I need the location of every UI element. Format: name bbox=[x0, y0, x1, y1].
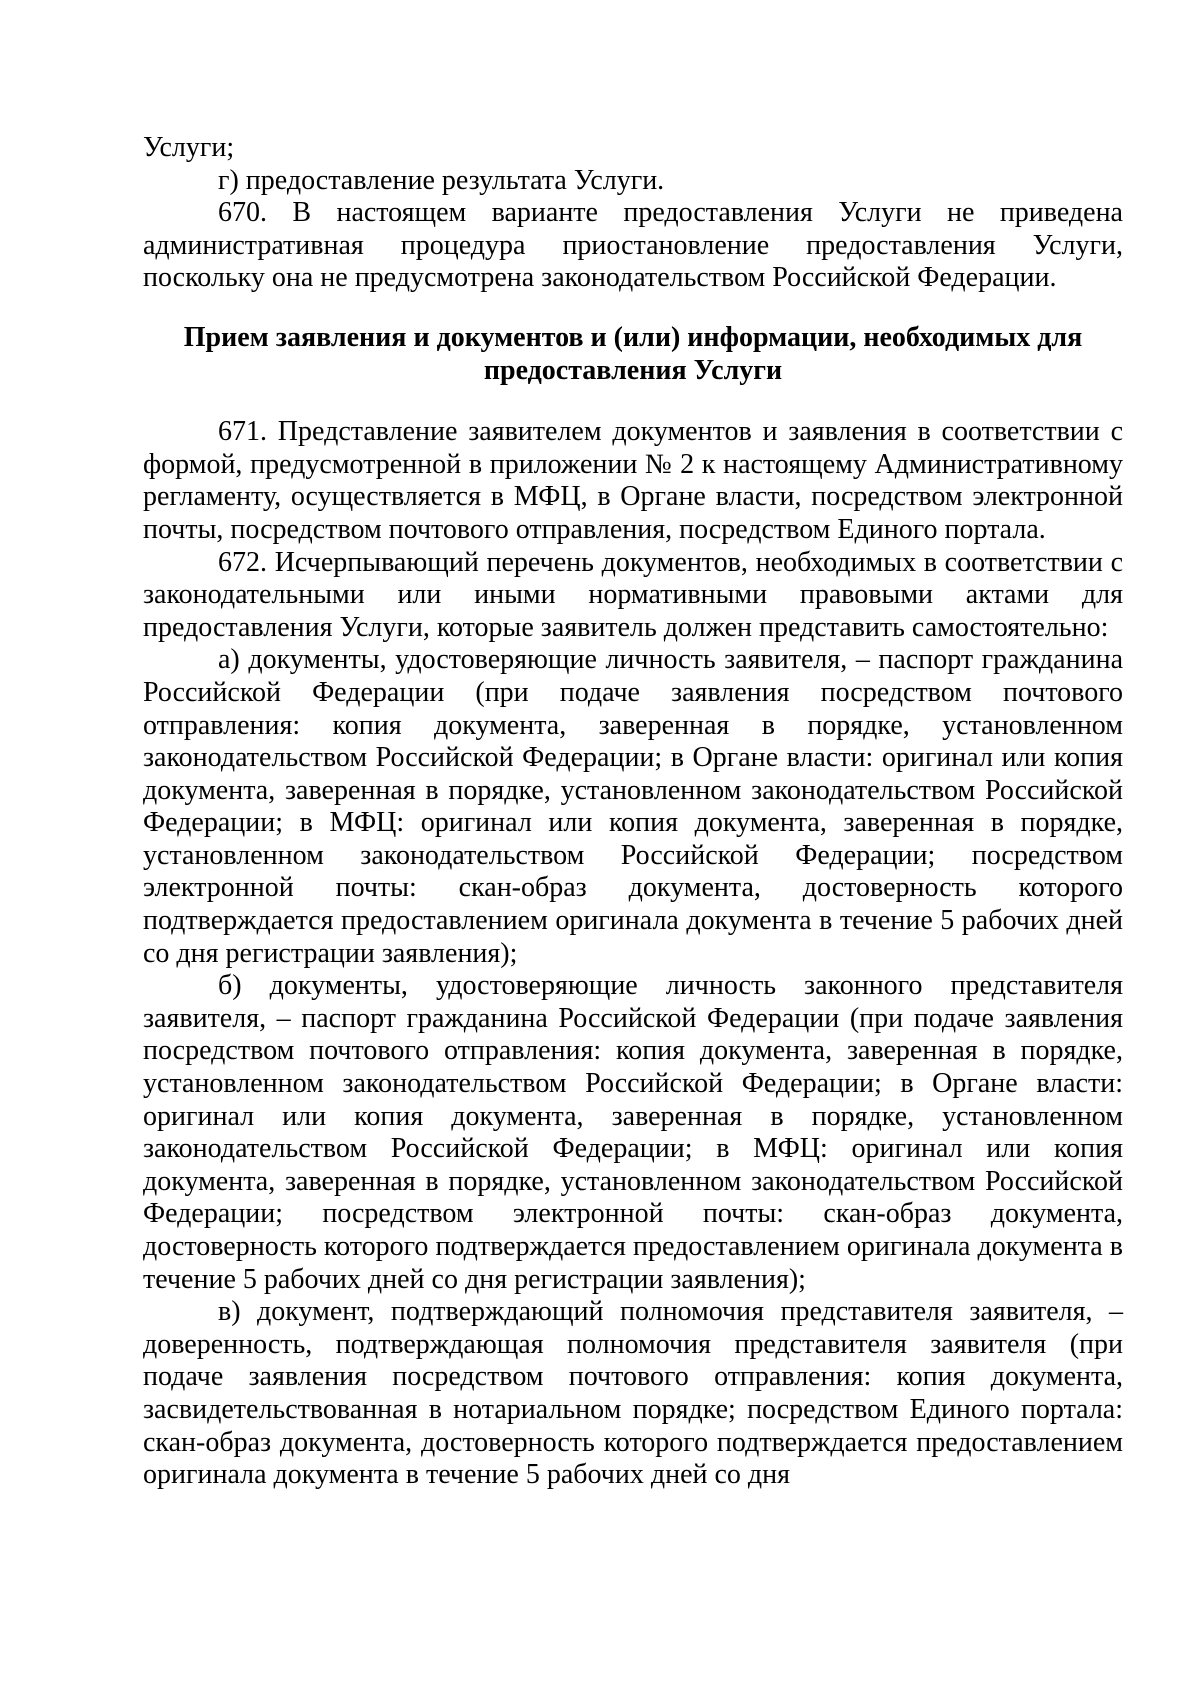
document-page bbox=[143, 132, 1123, 1492]
paragraph-item-b: б) документы, удостоверяющие личность законного представителя заявителя, – паспорт гражданина Российской Федерации (при подаче заявления посредством почтового отправления: копия документа, заверенная в порядке, установленном законодательством Российской Федерации; в Органе власти: оригинал или копия документа, заверенная в порядке, установленном законодательством Российской Федерации; в МФЦ: оригинал или копия документа, заверенная в порядке, установленном законодательством Российской Федерации; посредством электронной почты: скан-образ документа, достоверность которого подтверждается предоставлением оригинала документа в течение 5 рабочих дней со дня регистрации заявления); bbox=[143, 970, 1123, 1295]
paragraph-continuation: Услуги; bbox=[143, 132, 235, 163]
paragraph-item-g: г) предоставление результата Услуги. bbox=[218, 164, 665, 196]
section-heading: Прием заявления и документов и (или) информации, необходимых для предоставления Услуги bbox=[183, 321, 1083, 386]
paragraph-671: 671. Представление заявителем документов и заявления в соответствии с формой, предусмотренной в приложении № 2 к настоящему Административному регламенту, осуществляется в МФЦ, в Органе власти, посредством электронной почты, посредством почтового отправления, посредством Единого портала. bbox=[143, 416, 1123, 545]
paragraph-item-a: а) документы, удостоверяющие личность заявителя, – паспорт гражданина Российской Федерации (при подаче заявления посредством почтового отправления: копия документа, заверенная в порядке, установленном законодательством Российской Федерации; в Органе власти: оригинал или копия документа, заверенная в порядке, установленном законодательством Российской Федерации; в МФЦ: оригинал или копия документа, заверенная в порядке, установленном законодательством Российской Федерации; посредством электронной почты: скан-образ документа, достоверность которого подтверждается предоставлением оригинала документа в течение 5 рабочих дней со дня регистрации заявления); bbox=[143, 644, 1123, 969]
paragraph-670: 670. В настоящем варианте предоставления Услуги не приведена административная процедура приостановление предоставления Услуги, поскольку она не предусмотрена законодательством Российской Федерации. bbox=[143, 197, 1123, 294]
paragraph-672: 672. Исчерпывающий перечень документов, необходимых в соответствии с законодательными или иными нормативными правовыми актами для предоставления Услуги, которые заявитель должен представить самостоятельно: bbox=[143, 546, 1123, 643]
paragraph-item-v: в) документ, подтверждающий полномочия представителя заявителя, – доверенность, подтверждающая полномочия представителя заявителя (при подаче заявления посредством почтового отправления: копия документа, засвидетельствованная в нотариальном порядке; посредством Единого портала: скан-образ документа, достоверность которого подтверждается предоставлением оригинала документа в течение 5 рабочих дней со дня bbox=[143, 1296, 1123, 1491]
